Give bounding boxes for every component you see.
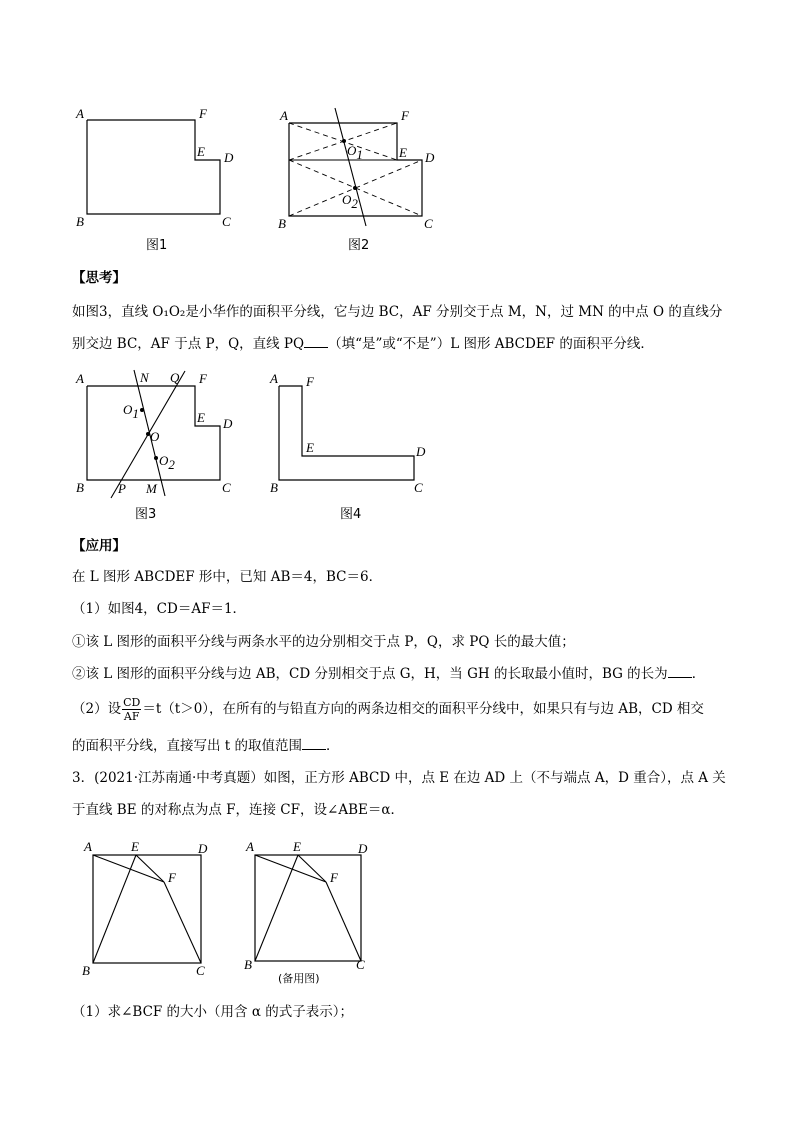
label-c: C: [222, 480, 231, 495]
q3-line-3: （1）求∠BCF 的大小（用含 α 的式子表示）；: [72, 1004, 354, 1020]
apply-line-2: （1）如图4，CD＝AF＝1．: [72, 601, 247, 617]
label-a: A: [84, 839, 92, 854]
fraction-numerator: CD: [123, 696, 141, 709]
figure-4-svg: [262, 366, 442, 526]
label-e: E: [197, 144, 205, 159]
figure-6-caption: (备用图): [278, 972, 320, 985]
square-abcd: [255, 855, 361, 961]
apply-line-4: [72, 664, 705, 684]
apply-line-4-a: ②该 L 图形的面积平分线与边 AB，CD 分别相交于点 G，H，当 GH 的长取最小值时，BG 的长为: [72, 666, 668, 682]
figure-1: [70, 104, 240, 254]
label-o2: O2: [159, 453, 175, 472]
figure-3-svg: [70, 366, 245, 526]
label-o: O: [150, 429, 160, 444]
segment-af: [93, 855, 164, 882]
q3-line-2: 于直线 BE 的对称点为点 F，连接 CF，设∠ABE＝α．: [72, 802, 404, 818]
label-f: F: [199, 106, 207, 121]
q3-line-1: 3．(2021·江苏南通·中考真题）如图，正方形 ABCD 中，点 E 在边 AD 上（不与端点 A，D 重合），点 A 关: [72, 770, 726, 786]
label-m: M: [146, 481, 157, 496]
label-d: D: [425, 150, 435, 165]
label-c: C: [196, 963, 205, 978]
label-c: C: [414, 480, 423, 495]
label-f: F: [401, 108, 409, 123]
label-e: E: [197, 410, 205, 425]
fraction-denominator: AF: [123, 710, 140, 723]
label-b: B: [278, 216, 286, 231]
label-d: D: [358, 841, 368, 856]
label-q: Q: [170, 370, 180, 385]
label-o2: O2: [342, 192, 358, 211]
label-d: D: [223, 416, 233, 431]
label-a: A: [270, 371, 278, 386]
figure-6: [238, 836, 388, 988]
label-b: B: [76, 480, 84, 495]
figure-4: [262, 366, 442, 526]
figure-2: [272, 104, 447, 254]
point-o2: [154, 456, 158, 460]
figure-3: [70, 366, 245, 526]
segment-be: [255, 855, 298, 961]
think-line-2-b: （填“是”或“不是”）L 图形 ABCDEF 的面积平分线．: [328, 336, 654, 352]
label-e: E: [131, 839, 139, 854]
apply-line-1: 在 L 图形 ABCDEF 形中，已知 AB＝4，BC＝6．: [72, 569, 383, 585]
figure-3-caption: 图3: [135, 507, 157, 522]
label-c: C: [424, 216, 433, 231]
label-o1: O1: [347, 143, 363, 162]
point-o1: [140, 408, 144, 412]
point-o2: [353, 186, 357, 190]
label-o1: O1: [123, 402, 139, 421]
label-b: B: [270, 480, 278, 495]
label-a: A: [76, 371, 84, 386]
think-heading: 【思考】: [72, 270, 126, 286]
answer-blank[interactable]: [668, 665, 692, 678]
think-line-2-a: 别交边 BC，AF 于点 P，Q，直线 PQ: [72, 336, 305, 352]
figure-5-svg: [76, 836, 226, 976]
label-e: E: [399, 145, 407, 160]
point-o1: [342, 139, 346, 143]
label-e: E: [293, 839, 301, 854]
label-c: C: [222, 214, 231, 229]
think-line-2: [72, 334, 654, 354]
apply-line-5: [72, 696, 704, 723]
label-n: N: [140, 370, 149, 385]
figure-2-caption: 图2: [348, 238, 370, 253]
segment-be: [93, 855, 136, 963]
apply-line-6-b: ．: [326, 738, 340, 754]
label-b: B: [82, 963, 90, 978]
segment-af: [255, 855, 326, 882]
answer-blank[interactable]: [302, 737, 326, 750]
label-f: F: [306, 374, 314, 389]
l-shape-outline: [87, 120, 220, 214]
label-d: D: [224, 150, 234, 165]
label-a: A: [280, 108, 288, 123]
segment-fc: [164, 882, 201, 963]
label-d: D: [198, 841, 208, 856]
label-p: P: [118, 481, 126, 496]
segment-fc: [326, 882, 361, 961]
label-a: A: [76, 106, 84, 121]
fraction-cd-af: [122, 696, 141, 723]
label-f: F: [330, 870, 338, 885]
apply-heading: 【应用】: [72, 538, 126, 554]
label-a: A: [246, 839, 254, 854]
think-line-1: 如图3，直线 O₁O₂是小华作的面积平分线，它与边 BC，AF 分别交于点 M，N，过 MN 的中点 O 的直线分: [72, 304, 723, 320]
answer-blank[interactable]: [304, 335, 328, 348]
apply-line-6: [72, 736, 340, 756]
label-c: C: [356, 957, 365, 972]
figure-1-svg: [70, 104, 240, 254]
figure-1-caption: 图1: [146, 238, 168, 253]
figure-2-svg: [272, 104, 447, 254]
apply-line-5-a: （2）设: [72, 701, 122, 717]
label-d: D: [416, 444, 426, 459]
label-b: B: [244, 957, 252, 972]
segment-ef: [298, 855, 326, 882]
segment-ef: [136, 855, 164, 882]
apply-line-4-b: ．: [691, 666, 706, 682]
apply-line-5-b: ＝t（t＞0），在所有的与铅直方向的两条边相交的面积平分线中，如果只有与边 AB，CD 相交: [142, 701, 704, 717]
label-e: E: [306, 440, 314, 455]
figure-5: [76, 836, 226, 976]
figure-4-caption: 图4: [340, 507, 362, 522]
label-f: F: [168, 870, 176, 885]
apply-line-3: ①该 L 图形的面积平分线与两条水平的边分别相交于点 P，Q，求 PQ 长的最大值；: [72, 634, 575, 650]
l-shape-outline: [279, 386, 414, 480]
label-b: B: [76, 214, 84, 229]
label-f: F: [199, 371, 207, 386]
figure-6-svg: [238, 836, 388, 988]
square-abcd: [93, 855, 201, 963]
apply-line-6-a: 的面积平分线，直接写出 t 的取值范围: [72, 738, 303, 754]
